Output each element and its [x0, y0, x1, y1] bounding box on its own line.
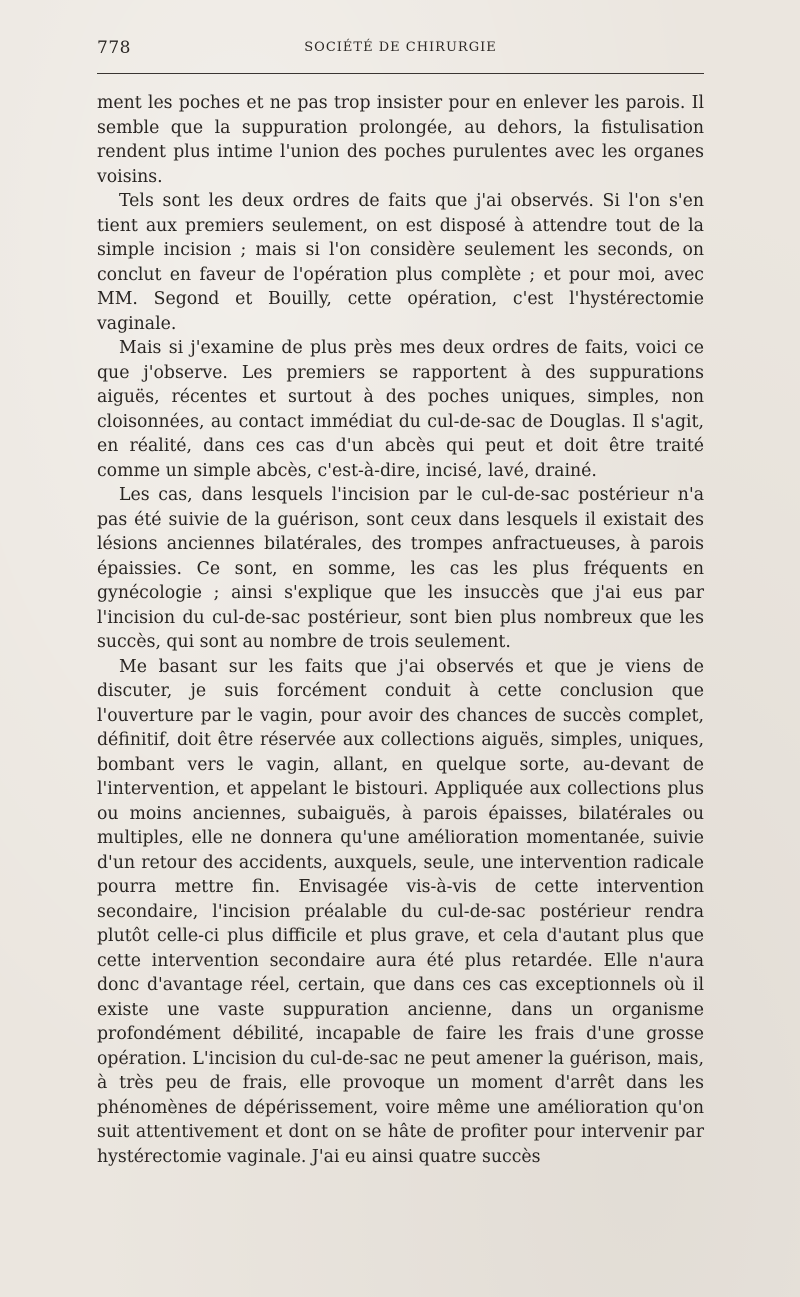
page-number: 778 [97, 38, 131, 58]
paragraph-4: Les cas, dans lesquels l'incision par le cul-de-sac postérieur n'a pas été suivie de la guérison, sont ceux dans lesquels il existait des lésions anciennes bilatérales, des trompes anfractueuses, à parois épaissies. Ce sont, en somme, les cas les plus fréquents en gynécologie ; ainsi s'explique que les insuccès que j'ai eus par l'incision du cul-de-sac postérieur, sont bien plus nombreux que les succès, qui sont au nombre de trois seulement. [97, 485, 704, 652]
header-rule [97, 73, 704, 74]
paragraph-3: Mais si j'examine de plus près mes deux ordres de faits, voici ce que j'observe. Les premiers se rapportent à des suppurations aiguës, récentes et surtout à des poches uniques, simples, non cloisonnées, au contact immédiat du cul-de-sac de Douglas. Il s'agit, en réalité, dans ces cas d'un abcès qui peut et doit être traité comme un simple abcès, c'est-à-dire, incisé, lavé, drainé. [97, 338, 704, 481]
paragraph-2: Tels sont les deux ordres de faits que j'ai observés. Si l'on s'en tient aux premiers seulement, on est disposé à attendre tout de la simple incision ; mais si l'on considère seulement les seconds, on conclut en faveur de l'opération plus complète ; et pour moi, avec MM. Segond et Bouilly, cette opération, c'est l'hystérectomie vaginale. [97, 191, 704, 334]
paragraph-5: Me basant sur les faits que j'ai observés et que je viens de discuter, je suis forcément conduit à cette conclusion que l'ouverture par le vagin, pour avoir des chances de succès complet, définitif, doit être réservée aux collections aiguës, simples, uniques, bombant vers le vagin, allant, en quelque sorte, au-devant de l'intervention, et appelant le bistouri. Appliquée aux collections plus ou moins anciennes, subaiguës, à parois épaisses, bilatérales ou multiples, elle ne donnera qu'une amélioration momentanée, suivie d'un retour des accidents, auxquels, seule, une intervention radicale pourra mettre fin. Envisagée vis-à-vis de cette intervention secondaire, l'incision préalable du cul-de-sac postérieur rendra plutôt celle-ci plus difficile et plus grave, et cela d'autant plus que cette intervention secondaire aura été plus retardée. Elle n'aura donc d'avantage réel, certain, que dans ces cas exceptionnels où il existe une vaste suppuration ancienne, dans un organisme profondément débilité, incapable de faire les frais d'une grosse opération. L'incision du cul-de-sac ne peut amener la guérison, mais, à très peu de frais, elle provoque un moment d'arrêt dans les phénomènes de dépérissement, voire même une amélioration qu'on suit attentivement et dont on se hâte de profiter pour intervenir par hystérectomie vaginale. J'ai eu ainsi quatre succès [97, 656, 704, 1167]
body-text [97, 91, 704, 1169]
running-head: SOCIÉTÉ DE CHIRURGIE [304, 40, 497, 55]
page-header [97, 38, 704, 62]
paragraph-1: ment les poches et ne pas trop insister pour en enlever les parois. Il semble que la suppuration prolongée, au dehors, la fistulisation rendent plus intime l'union des poches purulentes avec les organes voisins. [97, 93, 704, 187]
